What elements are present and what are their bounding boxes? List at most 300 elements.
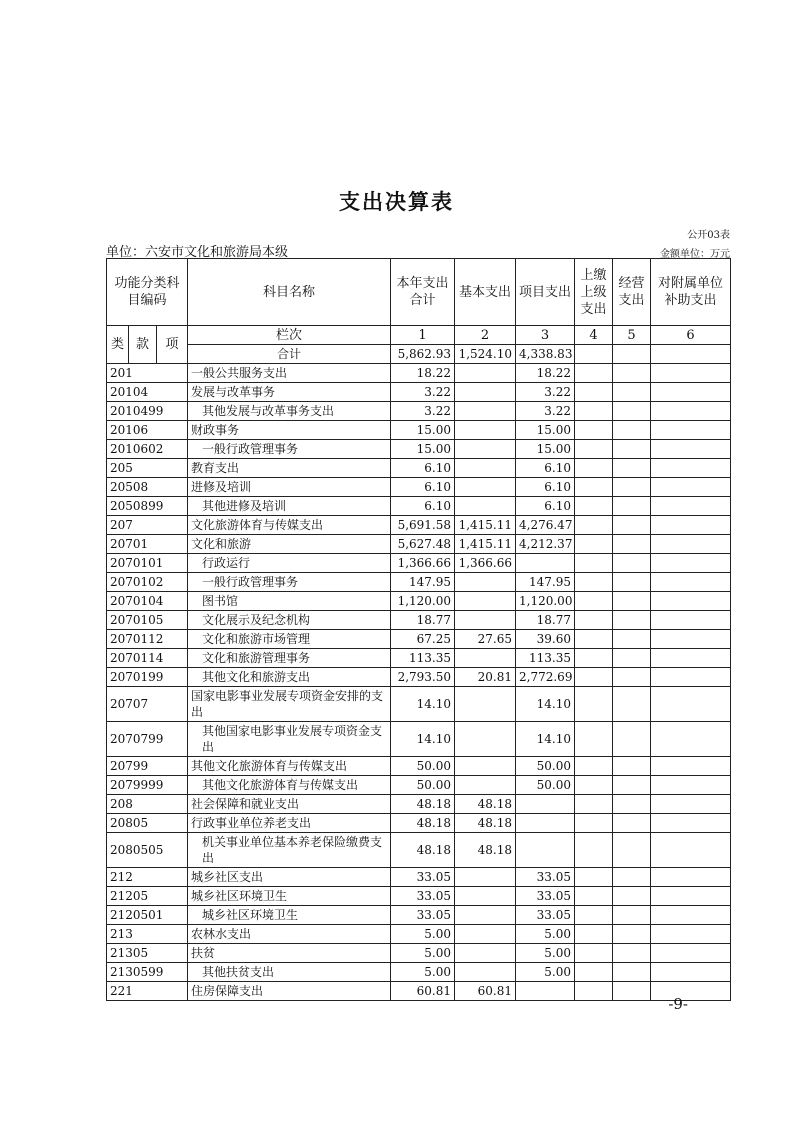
table-row <box>107 516 731 535</box>
row-upper <box>575 925 613 944</box>
row-subsidy <box>651 776 731 795</box>
row-subsidy <box>651 478 731 497</box>
row-subsidy <box>651 421 731 440</box>
row-business <box>613 868 651 887</box>
row-project: 147.95 <box>516 573 575 592</box>
table-row <box>107 630 731 649</box>
row-project <box>516 814 575 833</box>
row-subject-name: 城乡社区支出 <box>188 868 391 887</box>
row-business <box>613 630 651 649</box>
form-number: 公开03表 <box>687 230 730 241</box>
row-total: 1,120.00 <box>391 592 455 611</box>
row-basic <box>455 887 516 906</box>
row-business <box>613 592 651 611</box>
row-basic <box>455 722 516 757</box>
row-total: 50.00 <box>391 776 455 795</box>
table-row <box>107 925 731 944</box>
column-index-row <box>107 326 731 345</box>
table-row <box>107 611 731 630</box>
row-business <box>613 687 651 722</box>
row-project: 33.05 <box>516 868 575 887</box>
row-project: 4,276.47 <box>516 516 575 535</box>
row-subject-name: 财政事务 <box>188 421 391 440</box>
row-total: 113.35 <box>391 649 455 668</box>
row-subject-name: 文化和旅游 <box>188 535 391 554</box>
row-upper <box>575 757 613 776</box>
row-code: 2070104 <box>107 592 188 611</box>
row-basic: 1,415.11 <box>455 535 516 554</box>
header-subject-name: 科目名称 <box>188 259 391 326</box>
row-subject-name: 其他进修及培训 <box>188 497 391 516</box>
row-upper <box>575 535 613 554</box>
row-business <box>613 554 651 573</box>
row-subsidy <box>651 963 731 982</box>
row-subsidy <box>651 497 731 516</box>
row-total: 1,366.66 <box>391 554 455 573</box>
row-basic: 1,415.11 <box>455 516 516 535</box>
row-code: 20707 <box>107 687 188 722</box>
table-row <box>107 402 731 421</box>
sum-label: 合计 <box>188 345 391 364</box>
table-row <box>107 535 731 554</box>
row-upper <box>575 687 613 722</box>
row-basic <box>455 364 516 383</box>
row-business <box>613 497 651 516</box>
row-upper <box>575 982 613 1001</box>
row-upper <box>575 611 613 630</box>
row-total: 67.25 <box>391 630 455 649</box>
row-subject-name: 发展与改革事务 <box>188 383 391 402</box>
row-total: 18.22 <box>391 364 455 383</box>
table-row <box>107 722 731 757</box>
table-row <box>107 554 731 573</box>
row-subsidy <box>651 402 731 421</box>
row-subsidy <box>651 383 731 402</box>
table-row <box>107 459 731 478</box>
row-total: 6.10 <box>391 478 455 497</box>
row-project: 14.10 <box>516 722 575 757</box>
row-subsidy <box>651 592 731 611</box>
row-subject-name: 文化展示及纪念机构 <box>188 611 391 630</box>
row-basic <box>455 459 516 478</box>
header-business: 经营支出 <box>613 259 651 326</box>
row-subsidy <box>651 440 731 459</box>
row-basic <box>455 925 516 944</box>
row-subject-name: 其他文化旅游体育与传媒支出 <box>188 776 391 795</box>
row-code: 207 <box>107 516 188 535</box>
row-business <box>613 906 651 925</box>
row-upper <box>575 944 613 963</box>
row-code: 2070105 <box>107 611 188 630</box>
row-total: 147.95 <box>391 573 455 592</box>
row-business <box>613 516 651 535</box>
row-subject-name: 图书馆 <box>188 592 391 611</box>
row-business <box>613 535 651 554</box>
row-subsidy <box>651 611 731 630</box>
row-business <box>613 421 651 440</box>
row-code: 2010602 <box>107 440 188 459</box>
row-project: 50.00 <box>516 757 575 776</box>
row-subsidy <box>651 630 731 649</box>
row-business <box>613 833 651 868</box>
row-business <box>613 573 651 592</box>
row-subsidy <box>651 868 731 887</box>
row-upper <box>575 497 613 516</box>
row-code: 2010499 <box>107 402 188 421</box>
row-business <box>613 722 651 757</box>
row-project: 5.00 <box>516 925 575 944</box>
row-subsidy <box>651 982 731 1001</box>
row-upper <box>575 906 613 925</box>
row-total: 15.00 <box>391 421 455 440</box>
row-code: 2070799 <box>107 722 188 757</box>
row-total: 33.05 <box>391 906 455 925</box>
table-row <box>107 668 731 687</box>
row-subject-name: 教育支出 <box>188 459 391 478</box>
row-code: 20106 <box>107 421 188 440</box>
money-unit: 金额单位：万元 <box>660 249 730 260</box>
row-basic <box>455 687 516 722</box>
row-project: 15.00 <box>516 440 575 459</box>
table-row <box>107 776 731 795</box>
column-number: 5 <box>613 326 651 345</box>
row-subsidy <box>651 668 731 687</box>
row-upper <box>575 516 613 535</box>
row-business <box>613 459 651 478</box>
row-subsidy <box>651 459 731 478</box>
row-business <box>613 776 651 795</box>
row-subsidy <box>651 649 731 668</box>
column-number: 1 <box>391 326 455 345</box>
row-code: 213 <box>107 925 188 944</box>
row-upper <box>575 630 613 649</box>
table-row <box>107 440 731 459</box>
column-number: 4 <box>575 326 613 345</box>
row-project: 1,120.00 <box>516 592 575 611</box>
row-business <box>613 963 651 982</box>
row-upper <box>575 963 613 982</box>
row-code: 20799 <box>107 757 188 776</box>
row-basic <box>455 906 516 925</box>
row-code: 2050899 <box>107 497 188 516</box>
row-business <box>613 478 651 497</box>
table-row <box>107 649 731 668</box>
row-subsidy <box>651 757 731 776</box>
row-subsidy <box>651 887 731 906</box>
row-total: 48.18 <box>391 795 455 814</box>
row-code: 2080505 <box>107 833 188 868</box>
row-total: 33.05 <box>391 868 455 887</box>
row-code: 20805 <box>107 814 188 833</box>
row-upper <box>575 573 613 592</box>
row-project <box>516 833 575 868</box>
row-code: 221 <box>107 982 188 1001</box>
row-subject-name: 其他国家电影事业发展专项资金支出 <box>188 722 391 757</box>
table-row <box>107 364 731 383</box>
row-basic <box>455 402 516 421</box>
row-total: 14.10 <box>391 722 455 757</box>
table-row <box>107 906 731 925</box>
row-project: 18.22 <box>516 364 575 383</box>
row-code: 201 <box>107 364 188 383</box>
row-project: 39.60 <box>516 630 575 649</box>
sum-project: 4,338.83 <box>516 345 575 364</box>
row-business <box>613 795 651 814</box>
row-upper <box>575 364 613 383</box>
row-subject-name: 一般行政管理事务 <box>188 573 391 592</box>
row-upper <box>575 554 613 573</box>
column-number: 6 <box>651 326 731 345</box>
row-subsidy <box>651 722 731 757</box>
row-code: 208 <box>107 795 188 814</box>
row-total: 6.10 <box>391 497 455 516</box>
row-project: 6.10 <box>516 478 575 497</box>
row-code: 20104 <box>107 383 188 402</box>
table-row <box>107 795 731 814</box>
row-project: 14.10 <box>516 687 575 722</box>
table-row <box>107 478 731 497</box>
table-row <box>107 963 731 982</box>
row-upper <box>575 478 613 497</box>
row-total: 3.22 <box>391 402 455 421</box>
row-business <box>613 649 651 668</box>
row-total: 18.77 <box>391 611 455 630</box>
row-project: 3.22 <box>516 402 575 421</box>
page-title: 支出决算表 <box>339 190 454 214</box>
table-row <box>107 982 731 1001</box>
sum-upper <box>575 345 613 364</box>
row-total: 2,793.50 <box>391 668 455 687</box>
row-upper <box>575 795 613 814</box>
row-upper <box>575 383 613 402</box>
row-project: 50.00 <box>516 776 575 795</box>
row-subsidy <box>651 535 731 554</box>
row-subject-name: 一般行政管理事务 <box>188 440 391 459</box>
row-subject-name: 其他文化和旅游支出 <box>188 668 391 687</box>
column-label: 栏次 <box>188 326 391 345</box>
row-project <box>516 982 575 1001</box>
table-row <box>107 383 731 402</box>
sum-total: 5,862.93 <box>391 345 455 364</box>
row-code: 20701 <box>107 535 188 554</box>
row-project <box>516 795 575 814</box>
row-subsidy <box>651 814 731 833</box>
row-code: 21205 <box>107 887 188 906</box>
header-lei: 类 <box>107 326 129 364</box>
table-row <box>107 497 731 516</box>
row-basic: 1,366.66 <box>455 554 516 573</box>
table-row <box>107 573 731 592</box>
row-basic: 60.81 <box>455 982 516 1001</box>
row-basic: 20.81 <box>455 668 516 687</box>
row-code: 2070112 <box>107 630 188 649</box>
row-subsidy <box>651 906 731 925</box>
row-project: 113.35 <box>516 649 575 668</box>
table-row <box>107 421 731 440</box>
row-business <box>613 814 651 833</box>
row-upper <box>575 649 613 668</box>
row-project: 33.05 <box>516 906 575 925</box>
header-row <box>107 259 731 326</box>
sum-subsidy <box>651 345 731 364</box>
row-code: 212 <box>107 868 188 887</box>
row-business <box>613 440 651 459</box>
row-basic: 48.18 <box>455 814 516 833</box>
row-subsidy <box>651 795 731 814</box>
row-basic <box>455 944 516 963</box>
row-basic <box>455 963 516 982</box>
row-upper <box>575 722 613 757</box>
row-business <box>613 887 651 906</box>
row-total: 5.00 <box>391 925 455 944</box>
row-subject-name: 行政运行 <box>188 554 391 573</box>
row-total: 14.10 <box>391 687 455 722</box>
row-business <box>613 611 651 630</box>
table-row <box>107 687 731 722</box>
row-project: 15.00 <box>516 421 575 440</box>
row-basic <box>455 757 516 776</box>
header-upper: 上缴上级支出 <box>575 259 613 326</box>
row-basic <box>455 868 516 887</box>
row-upper <box>575 459 613 478</box>
row-basic: 48.18 <box>455 833 516 868</box>
row-business <box>613 757 651 776</box>
row-subject-name: 其他发展与改革事务支出 <box>188 402 391 421</box>
row-total: 48.18 <box>391 833 455 868</box>
row-upper <box>575 421 613 440</box>
row-subject-name: 城乡社区环境卫生 <box>188 906 391 925</box>
row-basic <box>455 383 516 402</box>
row-project: 4,212.37 <box>516 535 575 554</box>
row-project: 33.05 <box>516 887 575 906</box>
page-number: -9- <box>668 995 688 1013</box>
expenditure-table <box>106 258 731 1001</box>
table-row <box>107 868 731 887</box>
row-subsidy <box>651 573 731 592</box>
row-subsidy <box>651 687 731 722</box>
row-business <box>613 982 651 1001</box>
row-code: 2130599 <box>107 963 188 982</box>
row-project: 2,772.69 <box>516 668 575 687</box>
row-basic <box>455 478 516 497</box>
row-project: 5.00 <box>516 944 575 963</box>
header-func-code: 功能分类科目编码 <box>107 259 188 326</box>
row-subsidy <box>651 925 731 944</box>
row-code: 21305 <box>107 944 188 963</box>
row-total: 50.00 <box>391 757 455 776</box>
table-row <box>107 757 731 776</box>
row-code: 205 <box>107 459 188 478</box>
row-basic <box>455 573 516 592</box>
row-subsidy <box>651 833 731 868</box>
row-subject-name: 扶贫 <box>188 944 391 963</box>
row-code: 2070101 <box>107 554 188 573</box>
row-total: 5,691.58 <box>391 516 455 535</box>
row-project: 6.10 <box>516 497 575 516</box>
row-total: 48.18 <box>391 814 455 833</box>
row-upper <box>575 402 613 421</box>
row-total: 3.22 <box>391 383 455 402</box>
row-basic: 48.18 <box>455 795 516 814</box>
row-basic <box>455 592 516 611</box>
row-subject-name: 文化旅游体育与传媒支出 <box>188 516 391 535</box>
row-basic <box>455 440 516 459</box>
row-subject-name: 国家电影事业发展专项资金安排的支出 <box>188 687 391 722</box>
row-total: 33.05 <box>391 887 455 906</box>
header-project: 项目支出 <box>516 259 575 326</box>
row-business <box>613 944 651 963</box>
row-subject-name: 农林水支出 <box>188 925 391 944</box>
header-total: 本年支出合计 <box>391 259 455 326</box>
row-basic <box>455 776 516 795</box>
table-row <box>107 944 731 963</box>
table-row <box>107 887 731 906</box>
row-basic <box>455 649 516 668</box>
row-project: 5.00 <box>516 963 575 982</box>
row-upper <box>575 592 613 611</box>
row-total: 60.81 <box>391 982 455 1001</box>
reporting-unit: 单位：六安市文化和旅游局本级 <box>106 245 289 260</box>
row-subsidy <box>651 364 731 383</box>
row-upper <box>575 833 613 868</box>
row-project <box>516 554 575 573</box>
row-total: 6.10 <box>391 459 455 478</box>
row-subsidy <box>651 516 731 535</box>
row-subject-name: 进修及培训 <box>188 478 391 497</box>
row-subject-name: 其他扶贫支出 <box>188 963 391 982</box>
row-business <box>613 925 651 944</box>
row-project: 18.77 <box>516 611 575 630</box>
row-subject-name: 社会保障和就业支出 <box>188 795 391 814</box>
row-total: 5,627.48 <box>391 535 455 554</box>
row-code: 2120501 <box>107 906 188 925</box>
column-number: 2 <box>455 326 516 345</box>
row-subsidy <box>651 554 731 573</box>
row-code: 2079999 <box>107 776 188 795</box>
row-project: 6.10 <box>516 459 575 478</box>
header-xiang: 项 <box>157 326 188 364</box>
row-subject-name: 其他文化旅游体育与传媒支出 <box>188 757 391 776</box>
row-total: 5.00 <box>391 944 455 963</box>
row-upper <box>575 776 613 795</box>
row-business <box>613 402 651 421</box>
sum-basic: 1,524.10 <box>455 345 516 364</box>
row-upper <box>575 814 613 833</box>
row-subject-name: 城乡社区环境卫生 <box>188 887 391 906</box>
row-basic: 27.65 <box>455 630 516 649</box>
sum-business <box>613 345 651 364</box>
column-number: 3 <box>516 326 575 345</box>
row-business <box>613 668 651 687</box>
row-subject-name: 行政事业单位养老支出 <box>188 814 391 833</box>
header-kuan: 款 <box>129 326 157 364</box>
row-business <box>613 383 651 402</box>
row-business <box>613 364 651 383</box>
row-basic <box>455 421 516 440</box>
row-upper <box>575 440 613 459</box>
table-row <box>107 833 731 868</box>
row-subject-name: 文化和旅游市场管理 <box>188 630 391 649</box>
row-basic <box>455 497 516 516</box>
header-basic: 基本支出 <box>455 259 516 326</box>
row-basic <box>455 611 516 630</box>
row-upper <box>575 868 613 887</box>
row-upper <box>575 668 613 687</box>
table-row <box>107 592 731 611</box>
row-code: 2070199 <box>107 668 188 687</box>
row-subject-name: 住房保障支出 <box>188 982 391 1001</box>
row-subsidy <box>651 944 731 963</box>
